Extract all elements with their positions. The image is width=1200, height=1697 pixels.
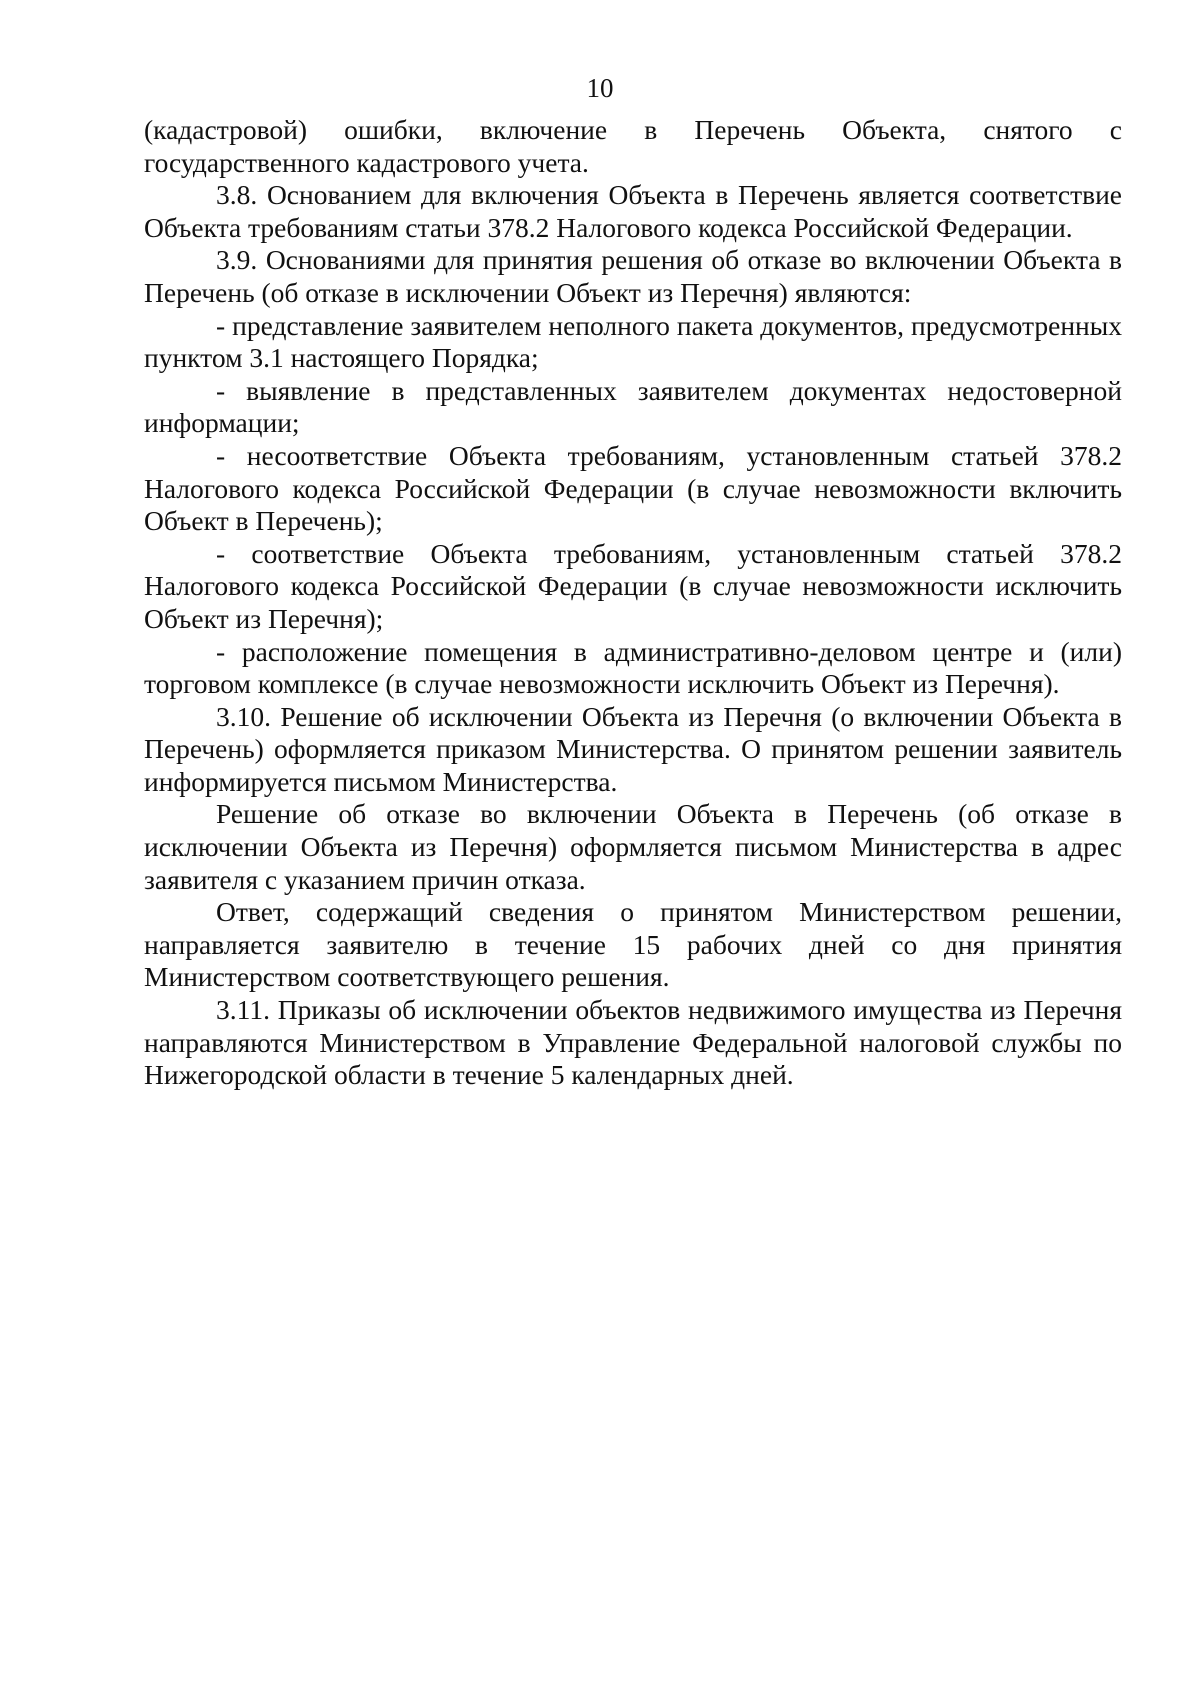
paragraph-cadastral-error-continuation: (кадастровой) ошибки, включение в Перечень Объекта, снятого с государственного кадастрового учета. <box>144 114 1122 178</box>
list-item-unreliable-information: - выявление в представленных заявителем документах недостоверной информации; <box>144 374 1122 439</box>
paragraph-3-9: 3.9. Основаниями для принятия решения об отказе во включении Объекта в Перечень (об отказе в исключении Объект из Перечня) являются: <box>144 244 1122 308</box>
list-item-premises-location: - расположение помещения в административно-деловом центре и (или) торговом комплексе (в случае невозможности исключить Объект из Перечня). <box>144 635 1122 700</box>
paragraph-refusal-decision: Решение об отказе во включении Объекта в Перечень (об отказе в исключении Объекта из Перечня) оформляется письмом Министерства в адрес заявителя с указанием причин отказа. <box>144 798 1122 895</box>
paragraph-3-10: 3.10. Решение об исключении Объекта из Перечня (о включении Объекта в Перечень) оформляется приказом Министерства. О принятом решении заявитель информируется письмом Министерства. <box>144 700 1122 797</box>
page-number: 10 <box>586 73 614 103</box>
document-body <box>144 114 1122 1092</box>
paragraph-3-11: 3.11. Приказы об исключении объектов недвижимого имущества из Перечня направляются Министерством в Управление Федеральной налоговой службы по Нижегородской области в течение 5 календарных дней. <box>144 994 1122 1091</box>
list-item-conformity: - соответствие Объекта требованиям, установленным статьей 378.2 Налогового кодекса Российской Федерации (в случае невозможности исключить Объект из Перечня); <box>144 537 1122 634</box>
paragraph-response-deadline: Ответ, содержащий сведения о принятом Министерством решении, направляется заявителю в течение 15 рабочих дней со дня принятия Министерством соответствующего решения. <box>144 896 1122 993</box>
list-item-nonconformity: - несоответствие Объекта требованиям, установленным статьей 378.2 Налогового кодекса Российской Федерации (в случае невозможности включить Объект в Перечень); <box>144 439 1122 537</box>
paragraph-3-8: 3.8. Основанием для включения Объекта в Перечень является соответствие Объекта требованиям статьи 378.2 Налогового кодекса Российской Федерации. <box>144 179 1122 243</box>
list-item-incomplete-documents: - представление заявителем неполного пакета документов, предусмотренных пунктом 3.1 настоящего Порядка; <box>144 309 1122 374</box>
